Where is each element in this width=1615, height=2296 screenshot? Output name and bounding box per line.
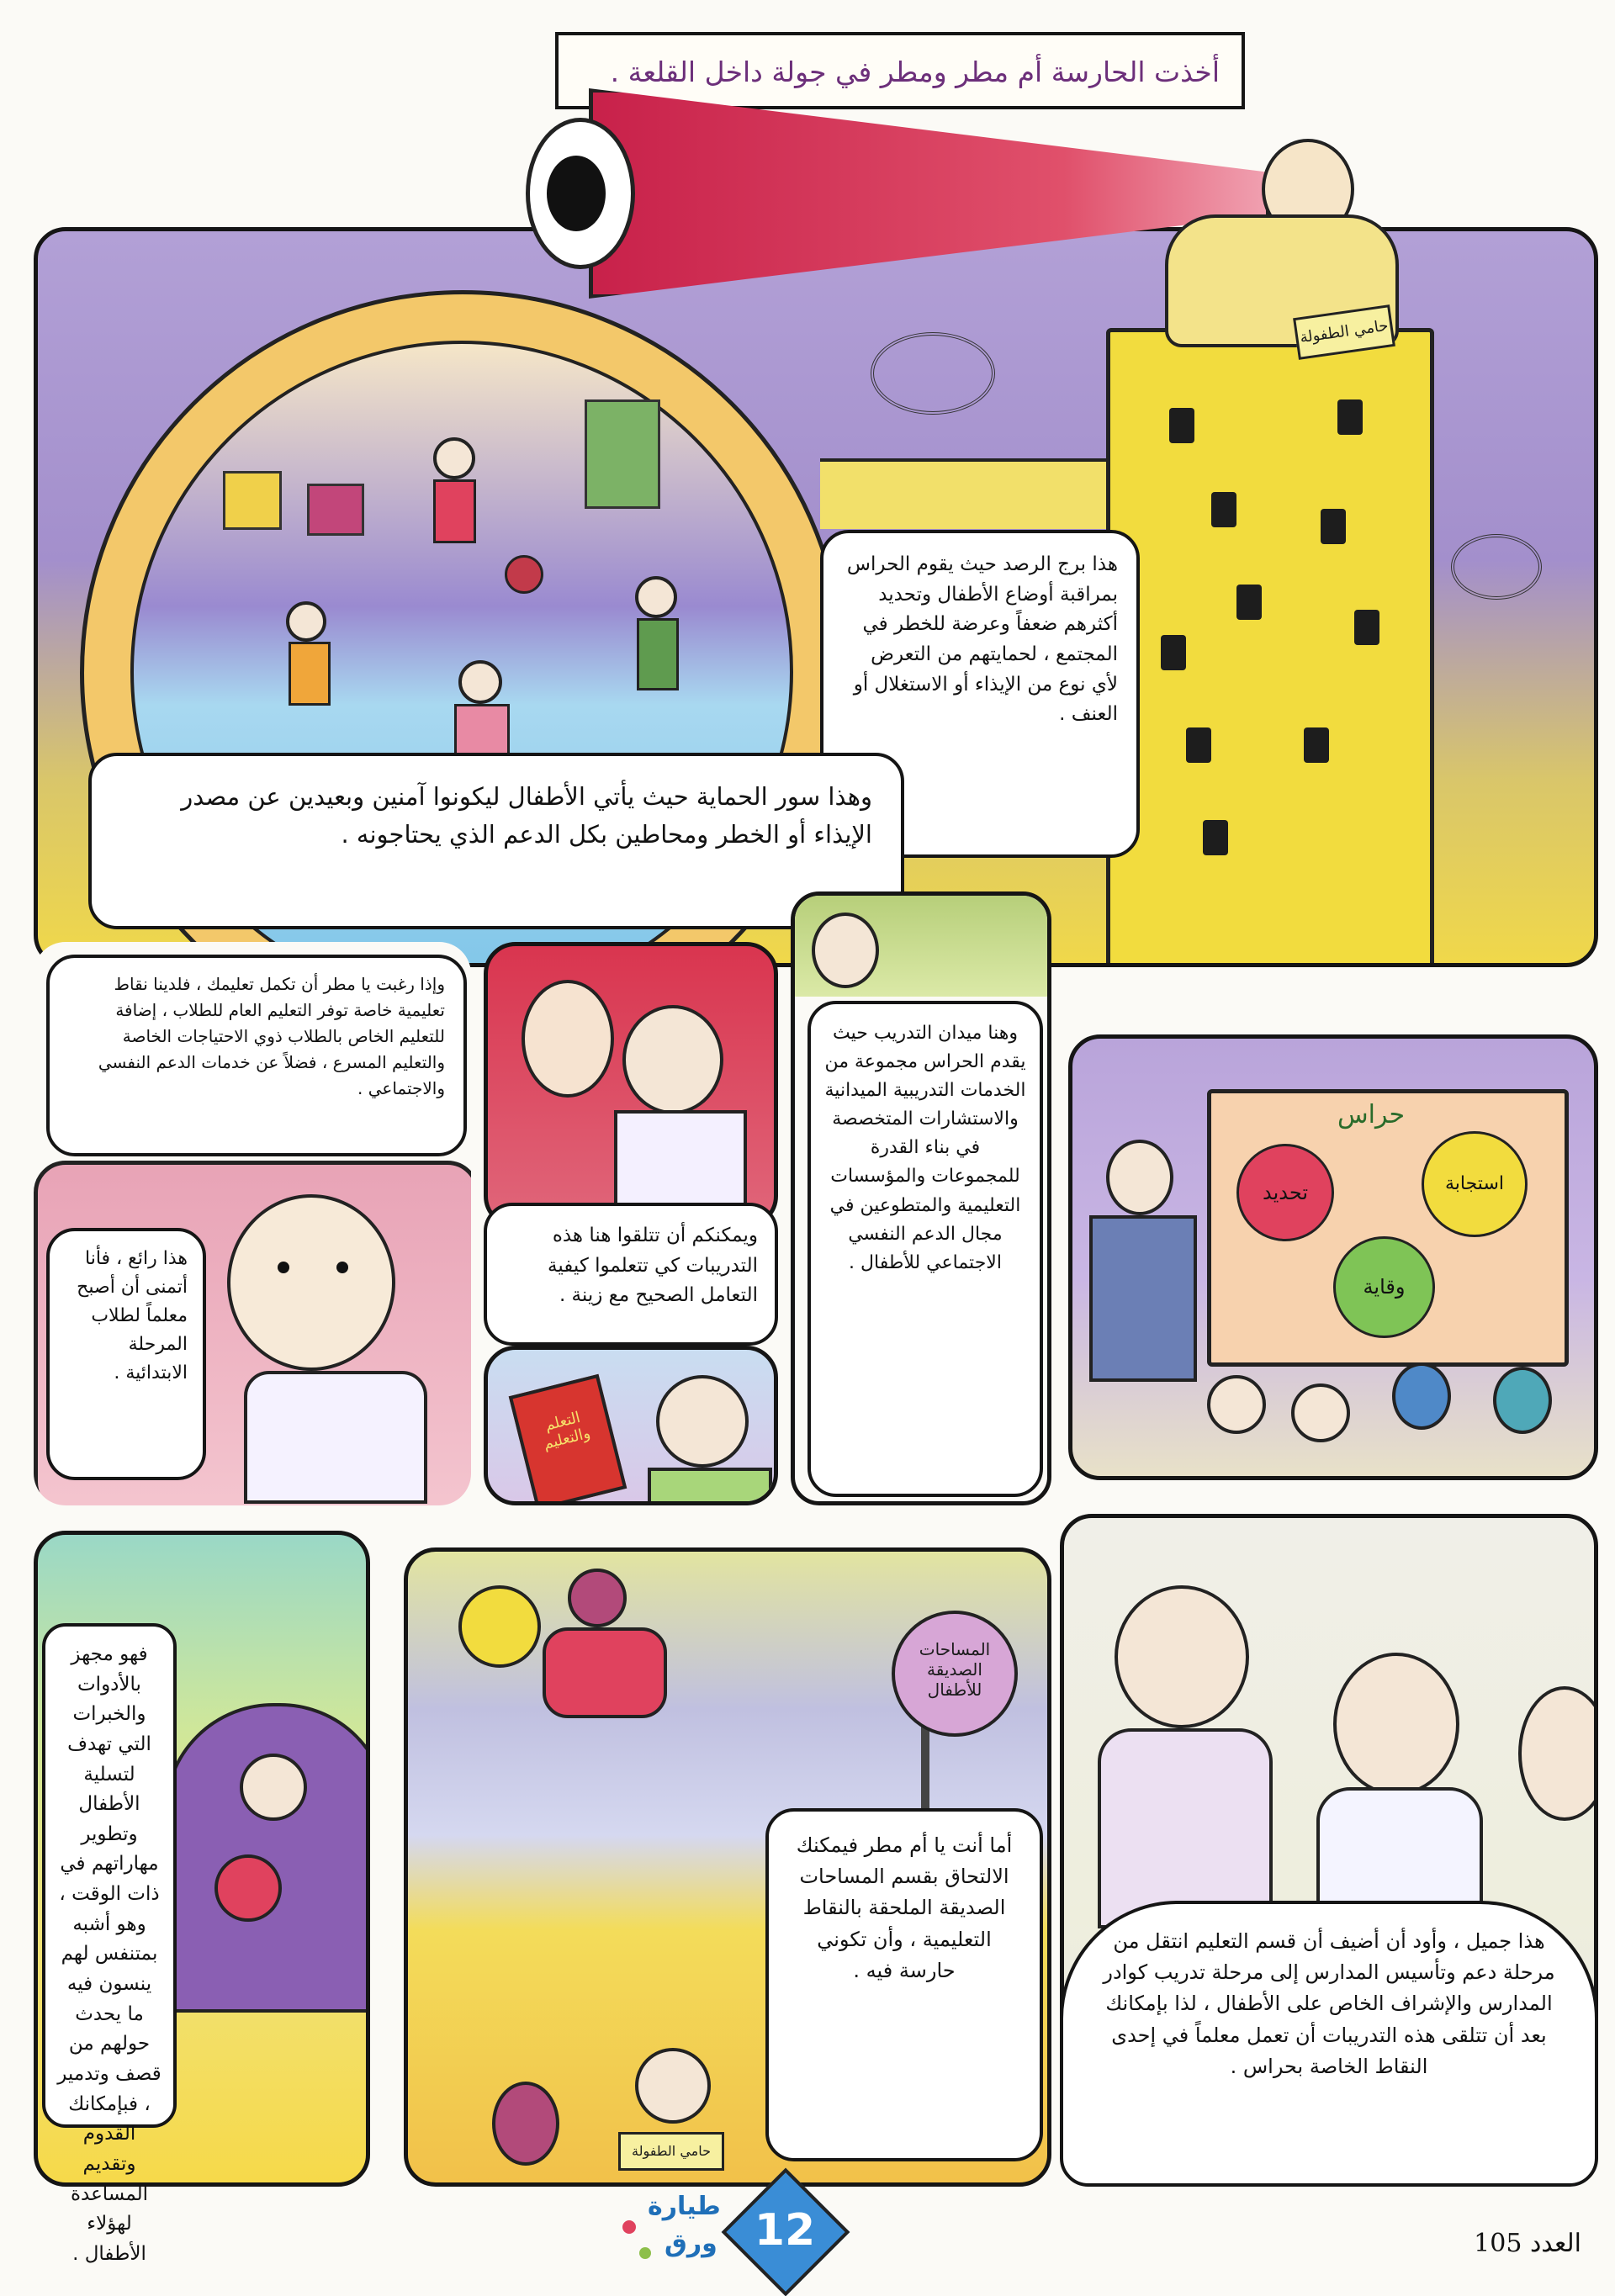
play-speech-bubble-top <box>42 1623 177 2265</box>
child-figure <box>458 660 502 704</box>
child-body <box>637 618 679 690</box>
matar-head <box>1333 1653 1459 1796</box>
board-word-3: وقاية <box>1363 1275 1406 1299</box>
child-figure <box>214 1854 282 1922</box>
teacher-speech-bubble <box>1060 1901 1598 2187</box>
volunteer-head <box>635 2048 711 2124</box>
zeina-head <box>622 1005 723 1114</box>
book-title: التعلم والتعليم <box>541 1408 592 1453</box>
child-figure <box>433 437 475 479</box>
tower-window <box>1203 820 1228 855</box>
logo-line-2: ورق <box>665 2229 717 2258</box>
purple-dome <box>164 1703 370 2013</box>
education-speech-text: وإذا رغبت يا مطر أن تكمل تعليمك ، فلدينا نقاط تعليمية خاصة توفر التعليم العام للطلاب ، إضافة للتعليم الخاص بالطلاب ذوي الاحتياجات الخاصة والتعليم المسرع ، فضلاً عن خدمات الدعم النفسي والاجتماعي . <box>98 974 445 1098</box>
friendly-speech-bubble <box>765 1808 1043 2161</box>
education-speech-bubble <box>46 955 467 1156</box>
guard-badge-text: حامي الطفولة <box>1299 316 1390 347</box>
mother-child-panel <box>484 942 778 1228</box>
matar-head <box>227 1194 395 1371</box>
training-speech-text: وهنا ميدان التدريب حيث يقدم الحراس مجموعة من الخدمات التدريبية الميدانية والاستشارات المتخصصة في بناء القدرة للمجموعات والمؤسسات التعليمية والمتطوعين في مجال الدعم النفسي الاجتماعي للأطفال . <box>824 1023 1026 1273</box>
child-figure <box>286 601 326 642</box>
matar-wish-text: هذا رائع ، فأنا أتمنى أن أصبح معلماً لطلاب المرحلة الابتدائية . <box>77 1248 188 1384</box>
tower-window <box>1304 727 1329 763</box>
magazine-logo <box>614 2187 841 2279</box>
reader-body <box>648 1468 772 1505</box>
tower-window <box>1169 408 1194 443</box>
presenter-body <box>1089 1215 1197 1382</box>
crate <box>585 399 660 509</box>
friendly-sign <box>892 1611 1018 1737</box>
matar-wish-bubble <box>46 1228 206 1480</box>
student-head <box>1493 1367 1552 1434</box>
friendly-sign-text: المساحات الصديقة للأطفال <box>919 1639 991 1700</box>
mother-head <box>492 2082 559 2166</box>
observation-tower <box>1106 328 1434 967</box>
teacher-head <box>1115 1585 1249 1728</box>
storyteller-head <box>568 1569 627 1627</box>
volunteer-badge <box>618 2132 724 2171</box>
crate <box>223 471 282 530</box>
logo-line-1: طيارة <box>648 2192 721 2221</box>
ball <box>505 555 543 594</box>
student-head <box>1291 1383 1350 1442</box>
tower-window <box>1337 399 1363 435</box>
teacher-speech-text: هذا جميل ، وأود أن أضيف أن قسم التعليم انتقل من مرحلة دعم وتأسيس المدارس إلى مرحلة تدريب كوادر المدارس والإشراف الخاص على الأطفال ، لذا بإمكانك بعد أن تتلقى هذه التدريبات أن تعمل معلماً في إحدى النقاط الخاصة بحراس . <box>1103 1929 1555 2078</box>
book <box>509 1374 627 1505</box>
sun-icon <box>458 1585 541 1668</box>
tower-window <box>1186 727 1211 763</box>
child-body <box>289 642 331 706</box>
child-figure <box>240 1754 307 1821</box>
peeking-child-head <box>1518 1686 1598 1821</box>
board-circle-green <box>1333 1236 1435 1338</box>
training-speech-bubble <box>808 1001 1043 1497</box>
volunteer-badge-text: حامي الطفولة <box>631 2143 711 2159</box>
reader-head <box>656 1375 749 1468</box>
logo-dot <box>622 2220 636 2234</box>
wall-speech-bubble <box>88 753 904 929</box>
swirl-cloud <box>871 332 995 415</box>
whiteboard-title: حراس <box>1337 1100 1406 1129</box>
swirl-cloud <box>1451 534 1542 600</box>
matar-shirt <box>244 1371 427 1504</box>
friendly-speech-text: أما أنت يا أم مطر فيمكنك الالتحاق بقسم المساحات الصديقة الملحقة بالنقاط التعليمية ، وأن تكوني حارسة فيه . <box>796 1833 1013 1982</box>
tower-speech-text: هذا برج الرصد حيث يقوم الحراس بمراقبة أوضاع الأطفال وتحديد أكثرهم ضعفاً وعرضة للخطر في المجتمع ، لحمايتهم من التعرض لأي نوع من الإيذاء أو الاستغلال أو العنف . <box>846 553 1118 726</box>
telescope-pupil <box>547 156 606 231</box>
mother-head <box>522 980 614 1098</box>
child-figure <box>635 576 677 618</box>
tower-window <box>1211 492 1236 527</box>
board-circle-yellow <box>1422 1131 1528 1237</box>
logo-dot <box>639 2247 651 2259</box>
top-caption-text: أخذت الحارسة أم مطر ومطر في جولة داخل القلعة . <box>610 56 1220 88</box>
teacher-body <box>1098 1728 1273 1928</box>
presenter-head <box>1106 1140 1173 1215</box>
whiteboard <box>1207 1089 1569 1367</box>
page-number: 12 <box>754 2205 816 2256</box>
issue-number: العدد 105 <box>1474 2229 1581 2258</box>
zeina-training-bubble <box>484 1203 778 1346</box>
board-word-1: تحديد <box>1262 1181 1309 1204</box>
tower-window <box>1161 635 1186 670</box>
child-body <box>454 704 510 759</box>
zeina-training-text: ويمكنكم أن تتلقوا هنا هذه التدريبات كي تتعلموا كيفية التعامل الصحيح مع زينة . <box>548 1225 758 1307</box>
student-head <box>1392 1362 1451 1430</box>
tower-window <box>1236 585 1262 620</box>
matar-eye <box>336 1262 348 1273</box>
crate <box>307 484 364 536</box>
wall-speech-text: وهذا سور الحماية حيث يأتي الأطفال ليكونوا آمنين وبعيدين عن مصدر الإيذاء أو الخطر ومحاطين بكل الدعم الذي يحتاجونه . <box>181 782 872 849</box>
whiteboard-panel <box>1068 1034 1598 1480</box>
storyteller-body <box>543 1627 667 1718</box>
board-word-2: استجابة <box>1444 1173 1504 1194</box>
tower-window <box>1354 610 1379 645</box>
reading-panel <box>484 1346 778 1505</box>
matar-eye <box>278 1262 289 1273</box>
tower-window <box>1321 509 1346 544</box>
play-speech-text: فهو مجهز بالأدوات والخبرات التي تهدف لتسلية الأطفال وتطوير مهاراتهم في ذات الوقت ، وهو أشبه بمتنفس لهم ينسون فيه ما يحدث حولهم من قصف وتدمير ، فبإمكانك القدوم وتقديم المساعدة لهؤلاء الأطفال . <box>57 1643 162 2265</box>
child-body <box>433 479 476 543</box>
board-circle-red <box>1236 1144 1334 1241</box>
trainer-head <box>812 913 879 988</box>
student-head <box>1207 1375 1266 1434</box>
